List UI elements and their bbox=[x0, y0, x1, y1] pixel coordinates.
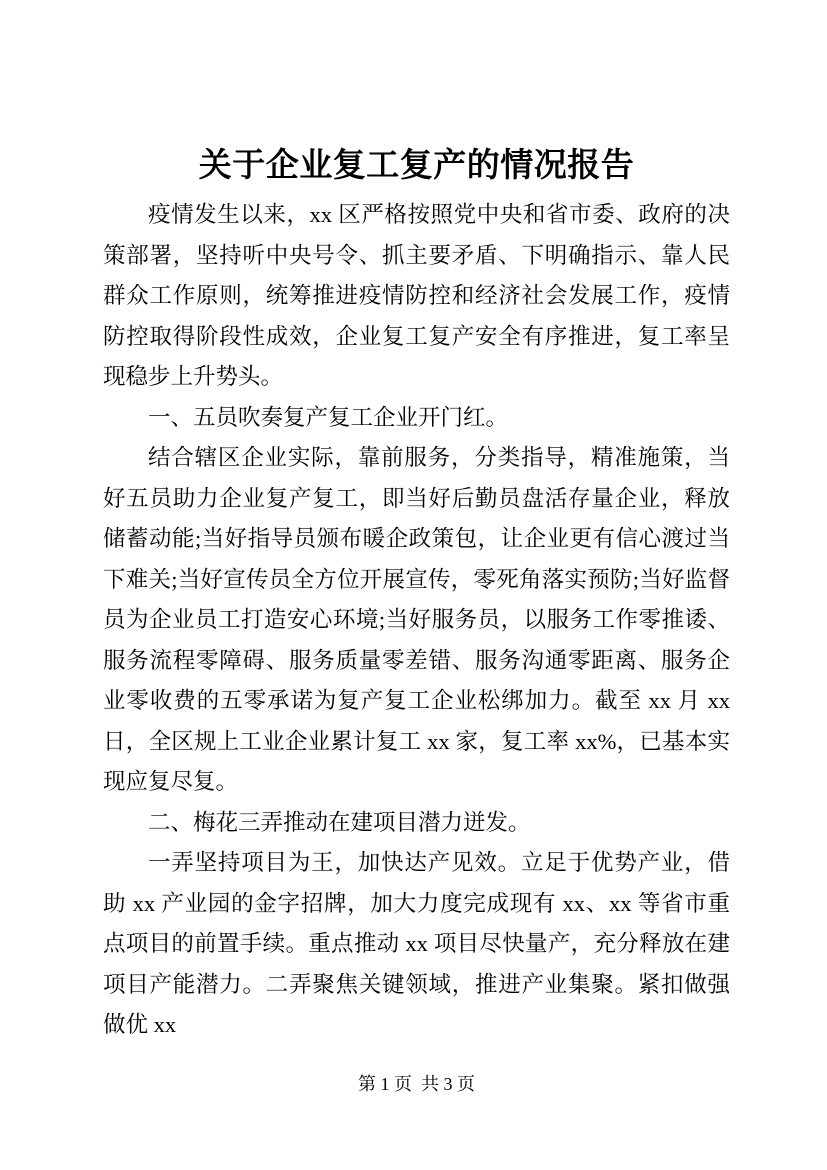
paragraph-section-2: 一弄坚持项目为王，加快达产见效。立足于优势产业，借助 xx 产业园的金字招牌，加大力度完成现有 xx、xx 等省市重点项目的前置手续。重点推动 xx 项目尽快量产，充分释放在建项目产能潜力。二弄聚焦关键领域，推进产业集聚。紧扣做强做优 xx bbox=[103, 850, 730, 1037]
document-title: 关于企业复工复产的情况报告 bbox=[198, 148, 635, 184]
section-heading-1: 一、五员吹奏复产复工企业开门红。 bbox=[148, 404, 509, 430]
paragraph-intro: 疫情发生以来，xx 区严格按照党中央和省市委、政府的决策部署，坚持听中央号令、抓主要矛盾、下明确指示、靠人民群众工作原则，统筹推进疫情防控和经济社会发展工作，疫情防控取得阶段性成效，企业复工复产安全有序推进，复工率呈现稳步上升势头。 bbox=[103, 202, 730, 389]
paragraph-section-1: 结合辖区企业实际，靠前服务，分类指导，精准施策，当好五员助力企业复产复工，即当好后勤员盘活存量企业，释放储蓄动能;当好指导员颁布暖企政策包，让企业更有信心渡过当下难关;当好宣传员全方位开展宣传，零死角落实预防;当好监督员为企业员工打造安心环境;当好服务员，以服务工作零推诿、服务流程零障碍、服务质量零差错、服务沟通零距离、服务企业零收费的五零承诺为复产复工企业松绑加力。截至 xx 月 xx 日，全区规上工业企业累计复工 xx 家，复工率 xx%，已基本实现应复尽复。 bbox=[103, 445, 730, 794]
page-number-footer: 第 1 页 共 3 页 bbox=[358, 1074, 475, 1094]
document-body bbox=[103, 147, 730, 1046]
section-heading-2: 二、梅花三弄推动在建项目潜力迸发。 bbox=[148, 809, 531, 835]
